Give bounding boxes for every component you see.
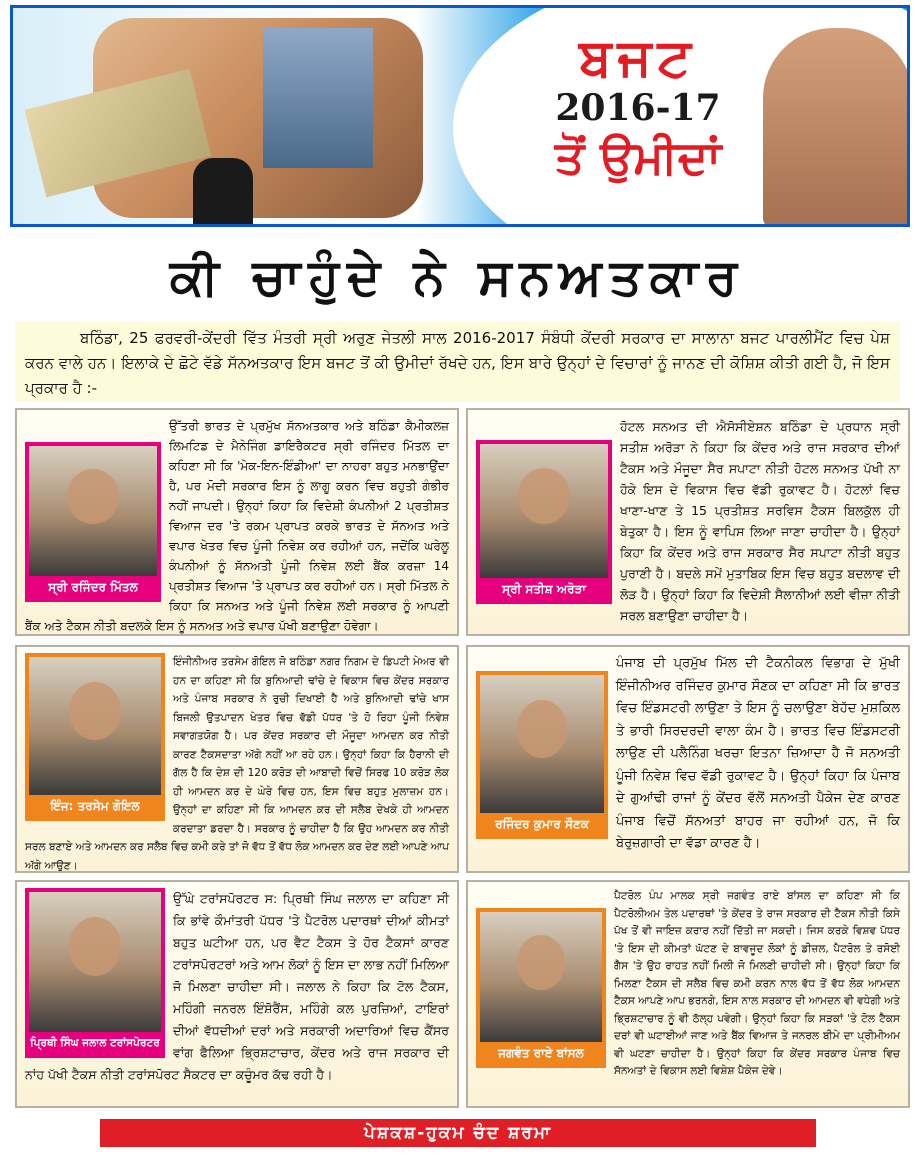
profile-caption: ਰਜਿੰਦਰ ਕੁਮਾਰ ਸੌਣਕ [495,817,589,831]
profile-text: ਪੈਟਰੋਲ ਪੰਪ ਮਾਲਕ ਸ੍ਰੀ ਜਗਵੰਤ ਰਾਏ ਬਾਂਸਲ ਦਾ ਕਹਿਣਾ ਸੀ ਕਿ ਪੈਟਰੋਲੀਅਮ ਤੇਲ ਪਦਾਰਥਾਂ 'ਤੇ ਕੇਂਦਰ ਤੇ ਰਾਜ ਸਰਕਾਰ ਦੀ ਟੈਕਸ ਨੀਤੀ ਕਿਸੇ ਪੱਖ ਤੋਂ ਵੀ ਜਾਇਜ਼ ਕਰਾਰ ਨਹੀਂ ਦਿੱਤੀ ਜਾ ਸਕਦੀ। ਜਿਸ ਕਰਕੇ ਵਿਸ਼ਵ ਪੱਧਰ 'ਤੇ ਇਸ ਦੀ ਕੀਮਤਾਂ ਘੱਟਣ ਦੇ ਬਾਵਜੂਦ ਲੋਕਾਂ ਨੂੰ ਡੀਜ਼ਲ, ਪੈਟਰੋਲ ਤੇ ਰਸੋਈ ਗੈਸ 'ਤੇ ਉਹ ਰਾਹਤ ਨਹੀਂ ਮਿਲੀ ਜੋ ਮਿਲਣੀ ਚਾਹੀਦੀ ਸੀ। ਉਨ੍ਹਾਂ ਕਿਹਾ ਕਿ ਮਿਲਣਾ ਟੈਕਸ ਦੀ ਸਲੈਬ ਵਿਚ ਕਮੀ ਕਰਨ ਨਾਲ ਵੱਧ ਤੋਂ ਵੱਧ ਲੋਕ ਆਮਦਨ ਟੈਕਸ ਆਪਣੇ ਆਪ ਭਰਨਗੇ, ਇਸ ਨਾਲ ਸਰਕਾਰ ਦੀ ਆਮਦਨ ਵੀ ਵਧੇਗੀ ਅਤੇ ਭ੍ਰਿਸ਼ਟਾਚਾਰ ਨੂੰ ਵੀ ਠੱਲ੍ਹ ਪਵੇਗੀ। ਉਨ੍ਹਾਂ ਕਿਹਾ ਕਿ ਸੜਕਾਂ 'ਤੇ ਟੋਲ ਟੈਕਸ ਦਰਾਂ ਵੀ ਘਟਾਈਆਂ ਜਾਣ ਅਤੇ ਬੈਂਕ ਵਿਆਜ ਤੇ ਜਨਰਲ ਬੀਮੇ ਦਾ ਪ੍ਰੀਮੀਅਮ ਵੀ ਘਟਣਾ ਚਾਹੀਦਾ ਹੈ। ਉਨ੍ਹਾਂ ਕਿਹਾ ਕਿ ਕੇਂਦਰ ਸਰਕਾਰ ਪੰਜਾਬ ਵਿਚ ਸੱਨਅਤਾਂ ਦੇ ਵਿਕਾਸ ਲਈ ਵਿਸ਼ੇਸ਼ ਪੈਕੇਜ ਦੇਵੇ। [614,890,900,1077]
buildings-image [263,28,373,168]
footer-credit: ਪੇਸ਼ਕਸ਼-ਹੁਕਮ ਚੰਦ ਸ਼ਰਮਾ [100,1119,816,1147]
portrait-image [29,446,157,576]
banner-title: ਬਜਟ [579,28,697,88]
profile-text: ਉੱਘੇ ਟਰਾਂਸਪੋਰਟਰ ਸ: ਪ੍ਰਿਥੀ ਸਿੰਘ ਜਲਾਲ ਦਾ ਕਹਿਣਾ ਸੀ ਕਿ ਭਾਂਵੇ ਕੌਮਾਂਤਰੀ ਪੱਧਰ 'ਤੇ ਪੈਟਰੋਲ ਪਦਾਰਥਾਂ ਦੀਆਂ ਕੀਮਤਾਂ ਬਹੁਤ ਘਟੀਆ ਹਨ, ਪਰ ਵੈਟ ਟੈਕਸ ਤੇ ਹੋਰ ਟੈਕਸਾਂ ਕਾਰਣ ਟਰਾਂਸਪੋਰਟਰਾਂ ਅਤੇ ਆਮ ਲੋਕਾਂ ਨੂੰ ਇਸ ਦਾ ਲਾਭ ਨਹੀਂ ਮਿਲਿਆ ਜੋ ਮਿਲਣਾ ਚਾਹੀਦਾ ਸੀ। ਜਲਾਲ ਨੇ ਕਿਹਾ ਕਿ ਟੋਲ ਟੈਕਸ, ਮਹਿੰਗੀ ਜਨਰਲ ਇੰਸ਼ੋਰੈਂਸ, ਮਹਿੰਗੇ ਕਲ ਪੁਰਜ਼ਿਆਂ, ਟਾਇਰਾਂ ਦੀਆਂ ਵੱਧਦੀਆਂ ਦਰਾਂ ਅਤੇ ਸਰਕਾਰੀ ਅਦਾਰਿਆਂ ਵਿਚ ਕੈਂਸਰ ਵਾਂਗ ਫੈਲਿਆ ਭ੍ਰਿਸ਼ਟਾਚਾਰ, ਕੇਂਦਰ ਅਤੇ ਰਾਜ ਸਰਕਾਰ ਦੀ ਨਾਂਹ ਪੱਖੀ ਟੈਕਸ ਨੀਤੀ ਟਰਾਂਸਪੋਰਟ ਸੈਕਟਰ ਦਾ ਕਚੂੰਮਰ ਕੱਢ ਰਹੀ ਹੈ। [25,891,450,1082]
profile-box-arora [466,408,910,636]
banner [10,5,910,227]
profile-box-mittal [15,408,459,636]
profile-caption: ਪ੍ਰਿਥੀ ਸਿੰਘ ਜਲਾਲ ਟਰਾਂਸਪੋਰਟਰ [30,1037,160,1049]
profile-photo [25,653,165,821]
banner-text [513,28,763,186]
profile-text: ਹੋਟਲ ਸਨਅਤ ਦੀ ਐਸੋਸੀਏਸ਼ਨ ਬਠਿੰਡਾ ਦੇ ਪ੍ਰਧਾਨ ਸ੍ਰੀ ਸਤੀਸ਼ ਅਰੋੜਾ ਨੇ ਕਿਹਾ ਕਿ ਕੇਂਦਰ ਅਤੇ ਰਾਜ ਸਰਕਾਰ ਦੀਆਂ ਟੈਕਸ ਅਤੇ ਮੌਜੂਦਾ ਸੈਰ ਸਪਾਟਾ ਨੀਤੀ ਹੋਟਲ ਸਨਅਤ ਪੱਖੀ ਨਾ ਹੋਕੇ ਇਸ ਦੇ ਵਿਕਾਸ ਵਿਚ ਵੱਡੀ ਰੁਕਾਵਟ ਹੈ। ਹੋਟਲਾਂ ਵਿਚ ਖਾਣਾ-ਖਾਣ ਤੇ 15 ਪ੍ਰਤੀਸ਼ਤ ਸਰਵਿਸ ਟੈਕਸ ਬਿਲਕੁੱਲ ਹੀ ਬੇਤੁਕਾ ਹੈ। ਇਸ ਨੂੰ ਵਾਪਿਸ ਲਿਆ ਜਾਣਾ ਚਾਹੀਦਾ ਹੈ। ਉਨ੍ਹਾਂ ਕਿਹਾ ਕਿ ਕੇਂਦਰ ਅਤੇ ਰਾਜ ਸਰਕਾਰ ਸੈਰ ਸਪਾਟਾ ਨੀਤੀ ਬਹੁਤ ਪੁਰਾਣੀ ਹੈ। ਬਦਲੇ ਸਮੇਂ ਮੁਤਾਬਿਕ ਇਸ ਵਿਚ ਬਹੁਤ ਬਦਲਾਵ ਦੀ ਲੋੜ ਹੈ। ਉਨ੍ਹਾਂ ਕਿਹਾ ਕਿ ਵਿਦੇਸ਼ੀ ਸੈਲਾਨੀਆਂ ਲਈ ਵੀਜ਼ਾ ਨੀਤੀ ਸਰਲ ਬਣਾਉਣਾ ਚਾਹੀਦਾ ਹੈ। [620,419,900,623]
banner-subtitle: ਤੋਂ ਉਮੀਦਾਂ [554,130,722,184]
profile-text: ਪੰਜਾਬ ਦੀ ਪ੍ਰਮੁੱਖ ਮਿੱਲ ਦੀ ਟੈਕਨੀਕਲ ਵਿਭਾਗ ਦੇ ਮੁੱਖੀ ਇੰਜੀਨੀਅਰ ਰਜਿੰਦਰ ਕੁਮਾਰ ਸੌਣਕ ਦਾ ਕਹਿਣਾ ਸੀ ਕਿ ਭਾਰਤ ਵਿਚ ਇੰਡਸਟਰੀ ਲਾਉਣਾ ਤੇ ਇਸ ਨੂੰ ਚਲਾਉਣਾ ਬੇਹੱਦ ਮੁਸ਼ਕਿਲ ਤੇ ਭਾਰੀ ਸਿਰਦਰਦੀ ਵਾਲਾ ਕੰਮ ਹੈ। ਭਾਰਤ ਵਿਚ ਇੰਡਸਟਰੀ ਲਾਉਣ ਦੀ ਪਲੈਨਿੰਗ ਖਰਚਾ ਇਤਨਾ ਜ਼ਿਆਦਾ ਹੈ ਜੋ ਸਨਅਤੀ ਪੂੰਜੀ ਨਿਵੇਸ਼ ਵਿਚ ਵੱਡੀ ਰੁਕਾਵਟ ਹੈ। ਉਨ੍ਹਾਂ ਕਿਹਾ ਕਿ ਪੰਜਾਬ ਦੇ ਗੁਆਂਢੀ ਰਾਜਾਂ ਨੂੰ ਕੇਂਦਰ ਵੱਲੋਂ ਸਨਅਤੀ ਪੈਕੇਜ ਦੇਣ ਕਾਰਣ ਪੰਜਾਬ ਵਿਚੋਂ ਸੱਨਅਤਾਂ ਬਾਹਰ ਜਾ ਰਹੀਆਂ ਹਨ, ਜੋ ਕਿ ਬੇਰੁਜ਼ਗਾਰੀ ਦਾ ਵੱਡਾ ਕਾਰਣ ਹੈ। [616,656,900,851]
profile-caption: ਇੰਜ: ਤਰਸੇਮ ਗੋਇਲ [50,799,140,813]
lead-paragraph: ਬਠਿੰਡਾ, 25 ਫਰਵਰੀ-ਕੇਂਦਰੀ ਵਿੱਤ ਮੰਤਰੀ ਸ੍ਰੀ ਅਰੁਣ ਜੇਤਲੀ ਸਾਲ 2016-2017 ਸੰਬੰਧੀ ਕੇਂਦਰੀ ਸਰਕਾਰ ਦਾ ਸਾਲਾਨਾ ਬਜਟ ਪਾਰਲੀਮੈਂਟ ਵਿਚ ਪੇਸ਼ ਕਰਨ ਵਾਲੇ ਹਨ। ਇਲਾਕੇ ਦੇ ਛੋਟੇ ਵੱਡੇ ਸੱਨਅਤਕਾਰ ਇਸ ਬਜਟ ਤੋਂ ਕੀ ਉਮੀਦਾਂ ਰੱਖਦੇ ਹਨ, ਇਸ ਬਾਰੇ ਉਨ੍ਹਾਂ ਦੇ ਵਿਚਾਰਾਂ ਨੂੰ ਜਾਨਣ ਦੀ ਕੋਸ਼ਿਸ਼ ਕੀਤੀ ਗਈ ਹੈ, ਜੋ ਇਸ ਪ੍ਰਕਾਰ ਹੈ :- [15,322,900,402]
headline: ਕੀ ਚਾਹੁੰਦੇ ਨੇ ਸਨਅਤਕਾਰ [169,248,746,306]
profile-photo [476,671,608,839]
banner-year: 2016-17 [555,87,721,129]
portrait-image [29,892,161,1032]
portrait-image [480,444,608,578]
profile-text: ਇੰਜੀਨੀਅਰ ਤਰਸੇਮ ਗੋਇਲ ਜੋ ਬਠਿੰਡਾ ਨਗਰ ਨਿਗਮ ਦੇ ਡਿਪਟੀ ਮੇਅਰ ਵੀ ਹਨ ਦਾ ਕਹਿਣਾ ਸੀ ਕਿ ਬੁਨਿਆਦੀ ਢਾਂਚੇ ਦੇ ਵਿਕਾਸ ਵਿਚ ਕੇਂਦਰ ਸਰਕਾਰ ਅਤੇ ਪੰਜਾਬ ਸਰਕਾਰ ਨੇ ਰੁਚੀ ਦਿਖਾਈ ਹੈ ਅਤੇ ਬੁਨਿਆਦੀ ਢਾਂਚੇ ਖਾਸ ਬਿਜਲੀ ਉਤਪਾਦਨ ਖੇਤਰ ਵਿਚ ਵੱਡੀ ਪੱਧਰ 'ਤੇ ਹੋ ਰਿਹਾ ਪੂੰਜੀ ਨਿਵੇਸ਼ ਸਵਾਗਤਯੋਗ ਹੈ। ਪਰ ਕੇਂਦਰ ਸਰਕਾਰ ਦੀ ਮੌਜੂਦਾ ਆਮਦਨ ਕਰ ਨੀਤੀ ਕਾਰਣ ਟੈਕਸਦਾਤਾ ਅੱਗੇ ਨਹੀਂ ਆ ਰਹੇ ਹਨ। ਉਨ੍ਹਾਂ ਕਿਹਾ ਕਿ ਹੈਰਾਨੀ ਦੀ ਗੱਲ ਹੈ ਕਿ ਦੇਸ਼ ਦੀ 120 ਕਰੋੜ ਦੀ ਆਬਾਦੀ ਵਿਚੋਂ ਸਿਰਫ 10 ਕਰੋੜ ਲੋਕ ਹੀ ਆਮਦਨ ਕਰ ਦੇ ਘੇਰੇ ਵਿਚ ਹਨ, ਇਸ ਵਿਚ ਬਹੁਤ ਮੁਲਾਜ਼ਮ ਹਨ। ਉਨ੍ਹਾਂ ਦਾ ਕਹਿਣਾ ਸੀ ਕਿ ਆਮਦਨ ਕਰ ਦੀ ਸਲੈਬ ਦੇਖਕੇ ਹੀ ਆਮਦਨ ਕਰਦਾਤਾ ਡਰਦਾ ਹੈ। ਸਰਕਾਰ ਨੂੰ ਚਾਹੀਦਾ ਹੈ ਕਿ ਉਹ ਆਮਦਨ ਕਰ ਨੀਤੀ ਸਰਲ ਬਣਾਏ ਅਤੇ ਆਮਦਨ ਕਰ ਸਲੈਬ ਵਿਚ ਕਮੀ ਕਰੇ ਤਾਂ ਜੋ ਵੱਧ ਤੋਂ ਵੱਧ ਲੋਕ ਆਮਦਨ ਕਰ ਦੇਣ ਲਈ ਆਪਣੇ ਆਪ ਅੱਗੇ ਆਉਣ। [25,656,449,872]
portrait-image [480,675,604,813]
profile-photo [476,908,606,1068]
profile-photo [25,442,161,602]
profile-box-bansal [466,880,910,1108]
profile-photo [25,888,165,1058]
profile-box-goyal [15,645,459,873]
profile-text: ਉੱਤਰੀ ਭਾਰਤ ਦੇ ਪ੍ਰਮੁੱਖ ਸੱਨਅਤਕਾਰ ਅਤੇ ਬਠਿੰਡਾ ਕੈਮੀਕਲਜ਼ ਲਿਮਟਿਡ ਦੇ ਮੈਨੇਜਿੰਗ ਡਾਇਰੈਕਟਰ ਸ੍ਰੀ ਰਜਿੰਦਰ ਮਿੱਤਲ ਦਾ ਕਹਿਣਾ ਸੀ ਕਿ 'ਮੇਕ-ਇਨ-ਇੰਡੀਆ' ਦਾ ਨਾਹਰਾ ਬਹੁਤ ਮਨਭਾਉਂਦਾ ਹੈ, ਪਰ ਮੋਦੀ ਸਰਕਾਰ ਇਸ ਨੂੰ ਲਾਗੂ ਕਰਨ ਵਿਚ ਬਹੁਤੀ ਗੰਭੀਰ ਨਹੀਂ ਜਾਪਦੀ। ਉਨ੍ਹਾਂ ਕਿਹਾ ਕਿ ਵਿਦੇਸ਼ੀ ਕੰਪਨੀਆਂ 2 ਪ੍ਰਤੀਸ਼ਤ ਵਿਆਜ ਦਰ 'ਤੇ ਰਕਮ ਪ੍ਰਾਪਤ ਕਰਕੇ ਭਾਰਤ ਦੇ ਸੱਨਅਤ ਅਤੇ ਵਪਾਰ ਖੇਤਰ ਵਿਚ ਪੂੰਜੀ ਨਿਵੇਸ਼ ਕਰ ਰਹੀਆਂ ਹਨ, ਜਦੋਂਕਿ ਘਰੇਲੂ ਕੰਪਨੀਆਂ ਨੂੰ ਸੱਨਅਤੀ ਪੂੰਜੀ ਨਿਵੇਸ਼ ਲਈ ਬੈਂਕ ਕਰਜ਼ਾ 14 ਪ੍ਰਤੀਸ਼ਤ ਵਿਆਜ 'ਤੇ ਪ੍ਰਾਪਤ ਕਰ ਰਹੀਆਂ ਹਨ। ਸ੍ਰੀ ਮਿੱਤਲ ਨੇ ਕਿਹਾ ਕਿ ਸਨਅਤ ਅਤੇ ਪੂੰਜੀ ਨਿਵੇਸ਼ ਲਈ ਸਰਕਾਰ ਨੂੰ ਆਪਣੀ ਬੈਂਕ ਅਤੇ ਟੈਕਸ ਨੀਤੀ ਬਦਲਕੇ ਇਸ ਨੂੰ ਸਨਅਤ ਅਤੇ ਵਪਾਰ ਪੱਖੀ ਬਣਾਉਣਾ ਹੋਵੇਗਾ। [25,419,449,633]
profile-caption: ਸ੍ਰੀ ਰਜਿੰਦਰ ਮਿੱਤਲ [48,580,138,594]
profile-caption: ਜਗਵੰਤ ਰਾਏ ਬਾਂਸਲ [498,1046,584,1060]
portrait-image [29,657,161,795]
portrait-image [480,912,602,1042]
profile-box-jalal [15,880,459,1108]
profile-box-saunak [466,645,910,873]
businessman-image [193,158,253,227]
minister-portrait [763,28,910,227]
profile-caption: ਸ੍ਰੀ ਸਤੀਸ਼ ਅਰੋੜਾ [502,582,586,596]
profile-photo [476,440,612,604]
